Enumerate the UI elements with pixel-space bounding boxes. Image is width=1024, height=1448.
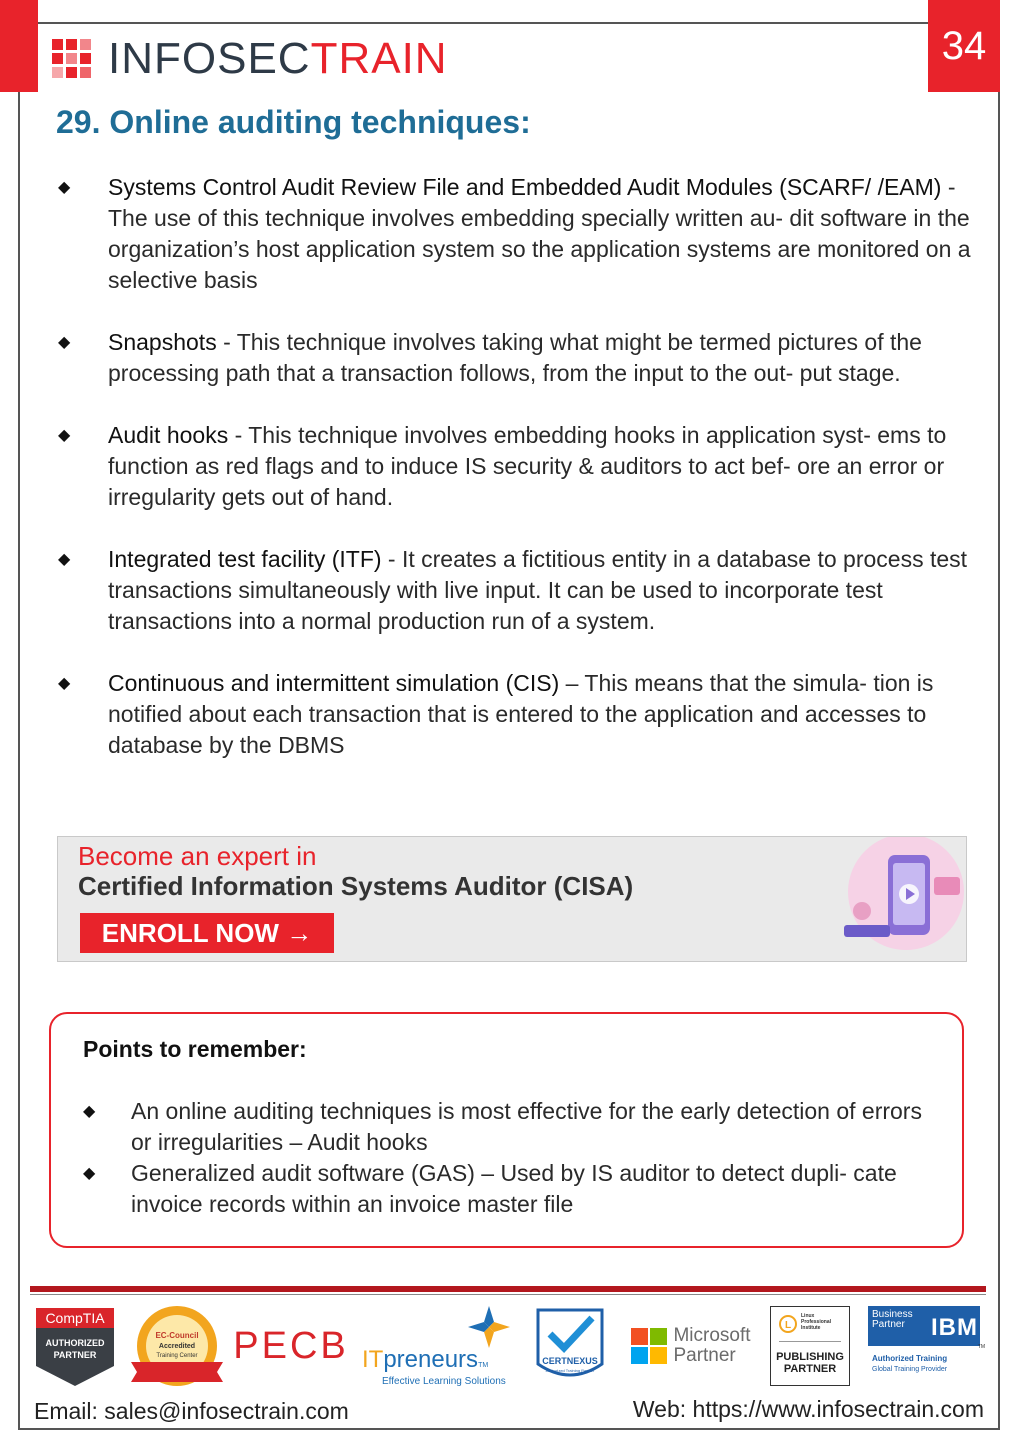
- ibm-line2: Partner: [872, 1319, 905, 1330]
- footer-email[interactable]: Email: sales@infosectrain.com: [34, 1398, 349, 1424]
- list-item: [83, 1158, 943, 1220]
- list-item: [58, 420, 988, 513]
- list-item: [58, 668, 988, 761]
- item-term: Snapshots: [108, 329, 217, 355]
- lpi-line2: Professional: [801, 1319, 832, 1325]
- diamond-bullet-icon: ◆: [58, 179, 71, 196]
- section-title: 29. Online auditing techniques:: [56, 104, 531, 140]
- remember-heading: Points to remember:: [83, 1036, 307, 1062]
- list-item: [58, 544, 988, 637]
- item-description: - It creates a fictitious entity in a database to process test transactions simultaneously with live input. It can be used to incorporate test transactions into a normal production run of a system.: [108, 546, 968, 634]
- diamond-bullet-icon: ◆: [58, 427, 71, 444]
- diamond-bullet-icon: ◆: [83, 1103, 96, 1120]
- remember-item-text: Generalized audit software (GAS) – Used by IS auditor to detect dupli- cate invoice records within an invoice master file: [131, 1160, 897, 1217]
- diamond-bullet-icon: ◆: [58, 334, 71, 351]
- list-item: [58, 327, 988, 389]
- ibm-sub1: Authorized Training: [872, 1354, 948, 1363]
- lpi-line1: Linux: [801, 1313, 815, 1319]
- enroll-now-button[interactable]: ENROLL NOW →: [80, 913, 334, 953]
- microsoft-squares-icon: [631, 1328, 667, 1364]
- microsoft-line2: Partner: [673, 1345, 736, 1366]
- logo-text: [108, 34, 448, 83]
- itpreneurs-tm: TM: [478, 1362, 489, 1369]
- logo-text-accent: TRAIN: [310, 34, 448, 83]
- list-item: [58, 172, 988, 296]
- microsoft-line1: Microsoft: [673, 1325, 751, 1346]
- comptia-badge-icon: [32, 1304, 118, 1388]
- ec-council-seal-icon: [123, 1302, 231, 1390]
- infosectrain-logo: [52, 34, 448, 84]
- item-term: Continuous and intermittent simulation (CIS): [108, 670, 560, 696]
- itpreneurs-star-icon: [468, 1306, 510, 1348]
- footer-website[interactable]: Web: https://www.infosectrain.com: [632, 1396, 984, 1422]
- certnexus-badge-icon: [530, 1304, 610, 1388]
- lpi-line3: Institute: [801, 1325, 821, 1331]
- svg-text:L: L: [784, 1320, 792, 1331]
- ec-council-logo: [122, 1300, 232, 1392]
- phone-illustration-icon: [826, 837, 966, 962]
- lpi-badge2: PARTNER: [783, 1363, 837, 1375]
- item-description: - This technique involves taking what might be termed pictures of the processing path that a transaction follows, from the input to the out- put stage.: [108, 329, 922, 386]
- certnexus-name: CERTNEXUS: [542, 1356, 598, 1366]
- remember-item-text: An online auditing techniques is most effective for the early detection of errors or irregularities – Audit hooks: [131, 1098, 922, 1155]
- lpi-publishing-partner-logo: [768, 1300, 852, 1392]
- microsoft-partner-logo: [626, 1300, 756, 1392]
- item-term: Audit hooks: [108, 422, 229, 448]
- ibm-line1: Business: [872, 1309, 913, 1320]
- cisa-banner[interactable]: [57, 836, 967, 962]
- ec-council-line3: Training Center: [156, 1353, 198, 1359]
- logo-mark-icon: [52, 39, 92, 79]
- corner-accent: [0, 0, 38, 92]
- itpreneurs-tagline: Effective Learning Solutions: [382, 1376, 506, 1387]
- technique-list: [58, 172, 988, 792]
- list-item: [83, 1096, 943, 1158]
- item-description: - This technique involves embedding hooks in application syst- ems to function as red flags and to induce IS security & auditors to act bef- ore an error or irregularity gets out of hand.: [108, 422, 947, 510]
- ec-council-line1: EC-Council: [155, 1331, 199, 1340]
- banner-tagline: Become an expert in: [78, 841, 317, 871]
- remember-list: [83, 1096, 943, 1220]
- itpreneurs-logo: [356, 1300, 516, 1392]
- points-to-remember-box: [49, 1012, 964, 1248]
- certnexus-sub: Authorized Training Partner: [545, 1368, 595, 1373]
- page-number: 34: [928, 0, 1000, 92]
- itpreneurs-rest: preneurs: [383, 1346, 479, 1373]
- partner-logos: [30, 1300, 986, 1396]
- item-description: - The use of this technique involves embedding specially written au- dit software in the organization’s host application system so the application systems are monitored on a selective basis: [108, 174, 971, 293]
- pecb-text: PECB: [233, 1324, 349, 1367]
- lpi-badge1: PUBLISHING: [776, 1351, 844, 1363]
- item-term: Integrated test facility (ITF): [108, 546, 382, 572]
- comptia-logo: [30, 1300, 120, 1392]
- diamond-bullet-icon: ◆: [58, 675, 71, 692]
- ibm-wordmark: IBM: [931, 1314, 978, 1341]
- banner-course-title: Certified Information Systems Auditor (CISA): [78, 871, 634, 901]
- item-description: – This means that the simula- tion is notified about each transaction that is entered to the application and accesses to database by the DBMS: [108, 670, 934, 758]
- itpreneurs-it: IT: [362, 1346, 384, 1373]
- ibm-sub2: Global Training Provider: [872, 1366, 948, 1373]
- logo-text-main: INFOSEC: [108, 34, 311, 83]
- ibm-business-partner-logo: [866, 1300, 984, 1392]
- certnexus-logo: [528, 1300, 612, 1392]
- ec-council-line2: Accredited: [158, 1343, 196, 1350]
- diamond-bullet-icon: ◆: [58, 551, 71, 568]
- comptia-name: CompTIA: [45, 1310, 105, 1326]
- footer-divider-thin: [30, 1294, 986, 1295]
- comptia-line2: PARTNER: [53, 1350, 97, 1360]
- item-term: Systems Control Audit Review File and Embedded Audit Modules (SCARF/ /EAM): [108, 174, 942, 200]
- pecb-logo: [232, 1300, 350, 1392]
- comptia-line1: AUTHORIZED: [45, 1338, 105, 1348]
- footer-divider: [30, 1286, 986, 1292]
- diamond-bullet-icon: ◆: [83, 1165, 96, 1182]
- lpi-circle-icon: [779, 1315, 797, 1333]
- ibm-tm: TM: [977, 1344, 985, 1350]
